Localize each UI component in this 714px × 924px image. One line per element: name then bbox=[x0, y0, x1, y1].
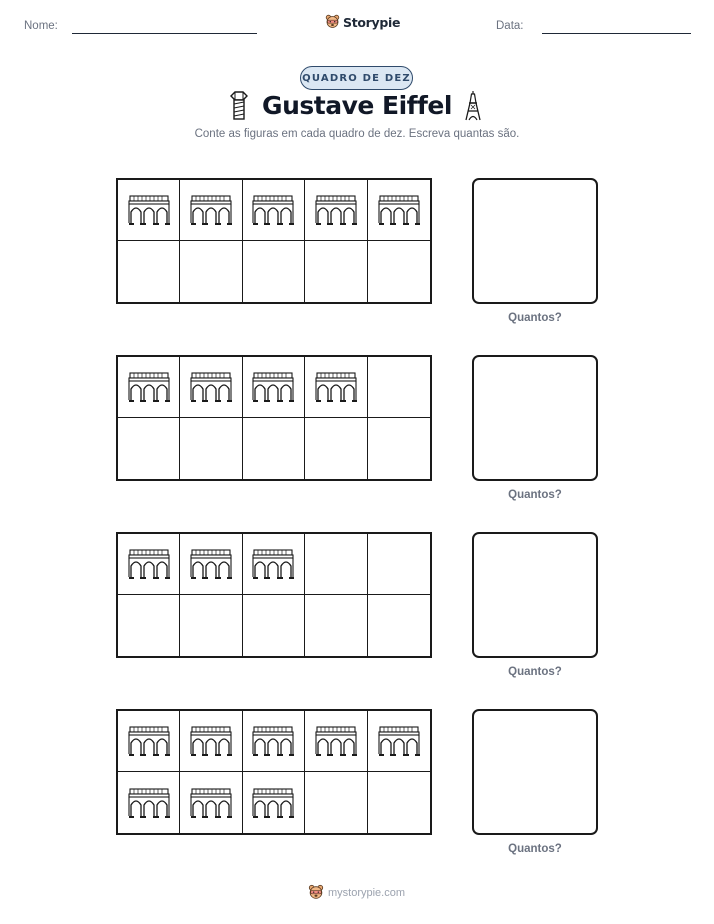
bridge-arch-icon bbox=[252, 787, 294, 819]
name-label: Nome: bbox=[24, 20, 58, 32]
eiffel-tower-icon bbox=[462, 91, 484, 121]
page-title: Gustave Eiffel bbox=[262, 91, 452, 120]
answer-label: Quantos? bbox=[508, 312, 562, 324]
ten-frame-cell bbox=[305, 418, 367, 479]
ten-frame bbox=[116, 709, 432, 835]
date-line[interactable] bbox=[542, 33, 691, 34]
ten-frame-cell bbox=[368, 180, 430, 241]
ten-frame-cell bbox=[305, 772, 367, 833]
ten-frame-cell bbox=[243, 711, 305, 772]
bridge-arch-icon bbox=[378, 194, 420, 226]
ten-frame-cell bbox=[305, 534, 367, 595]
ten-frame-cell bbox=[368, 241, 430, 302]
ten-frame-cell bbox=[243, 241, 305, 302]
ten-frame-cell bbox=[305, 711, 367, 772]
ten-frame-cell bbox=[118, 418, 180, 479]
ten-frame-cell bbox=[180, 418, 242, 479]
bridge-arch-icon bbox=[190, 371, 232, 403]
ten-frame-cell bbox=[368, 711, 430, 772]
footer bbox=[308, 884, 405, 901]
worksheet-type-badge: QUADRO DE DEZ bbox=[300, 66, 413, 90]
answer-box[interactable] bbox=[472, 355, 598, 481]
brand-logo bbox=[325, 14, 400, 30]
name-line[interactable] bbox=[72, 33, 257, 34]
ten-frame-cell bbox=[118, 772, 180, 833]
bridge-arch-icon bbox=[190, 194, 232, 226]
bridge-arch-icon bbox=[315, 194, 357, 226]
ten-frame-cell bbox=[243, 534, 305, 595]
ten-frame-cell bbox=[243, 418, 305, 479]
bridge-arch-icon bbox=[128, 194, 170, 226]
answer-label: Quantos? bbox=[508, 666, 562, 678]
ten-frame-cell bbox=[368, 595, 430, 656]
ten-frame-cell bbox=[180, 180, 242, 241]
ten-frame-cell bbox=[180, 241, 242, 302]
ten-frame-cell bbox=[243, 772, 305, 833]
ten-frame-cell bbox=[180, 711, 242, 772]
ten-frame-cell bbox=[368, 534, 430, 595]
bridge-arch-icon bbox=[128, 371, 170, 403]
ten-frame-cell bbox=[180, 534, 242, 595]
bridge-arch-icon bbox=[128, 548, 170, 580]
ten-frame-cell bbox=[118, 534, 180, 595]
answer-box[interactable] bbox=[472, 178, 598, 304]
instructions: Conte as figuras em cada quadro de dez. Escreva quantas são. bbox=[194, 128, 520, 140]
bridge-arch-icon bbox=[315, 725, 357, 757]
answer-box[interactable] bbox=[472, 532, 598, 658]
ten-frame-cell bbox=[118, 241, 180, 302]
ten-frame-cell bbox=[305, 357, 367, 418]
date-label: Data: bbox=[496, 20, 524, 32]
footer-url: mystorypie.com bbox=[328, 886, 406, 899]
ten-frame bbox=[116, 532, 432, 658]
ten-frame-cell bbox=[118, 357, 180, 418]
ten-frame-cell bbox=[118, 711, 180, 772]
bridge-arch-icon bbox=[128, 787, 170, 819]
ten-frame-cell bbox=[305, 180, 367, 241]
ten-frame-cell bbox=[305, 595, 367, 656]
answer-label: Quantos? bbox=[508, 843, 562, 855]
ten-frame-cell bbox=[180, 772, 242, 833]
bridge-arch-icon bbox=[315, 371, 357, 403]
bridge-arch-icon bbox=[128, 725, 170, 757]
ten-frame-cell bbox=[243, 595, 305, 656]
bridge-arch-icon bbox=[190, 548, 232, 580]
ten-frame-cell bbox=[118, 595, 180, 656]
bridge-arch-icon bbox=[378, 725, 420, 757]
ten-frame-cell bbox=[368, 418, 430, 479]
ten-frame-cell bbox=[118, 180, 180, 241]
storypie-bear-icon bbox=[325, 14, 340, 30]
ten-frame bbox=[116, 178, 432, 304]
bridge-arch-icon bbox=[190, 725, 232, 757]
ten-frame-cell bbox=[180, 595, 242, 656]
ten-frame-cell bbox=[243, 357, 305, 418]
ten-frame bbox=[116, 355, 432, 481]
answer-box[interactable] bbox=[472, 709, 598, 835]
bridge-arch-icon bbox=[252, 194, 294, 226]
ten-frame-cell bbox=[368, 357, 430, 418]
bridge-arch-icon bbox=[252, 725, 294, 757]
ten-frame-cell bbox=[368, 772, 430, 833]
brand-name: Storypie bbox=[343, 14, 401, 30]
bridge-arch-icon bbox=[190, 787, 232, 819]
ten-frame-cell bbox=[305, 241, 367, 302]
answer-label: Quantos? bbox=[508, 489, 562, 501]
ten-frame-cell bbox=[180, 357, 242, 418]
ten-frame-cell bbox=[243, 180, 305, 241]
bridge-arch-icon bbox=[252, 548, 294, 580]
storypie-bear-icon bbox=[308, 884, 324, 901]
bridge-arch-icon bbox=[252, 371, 294, 403]
